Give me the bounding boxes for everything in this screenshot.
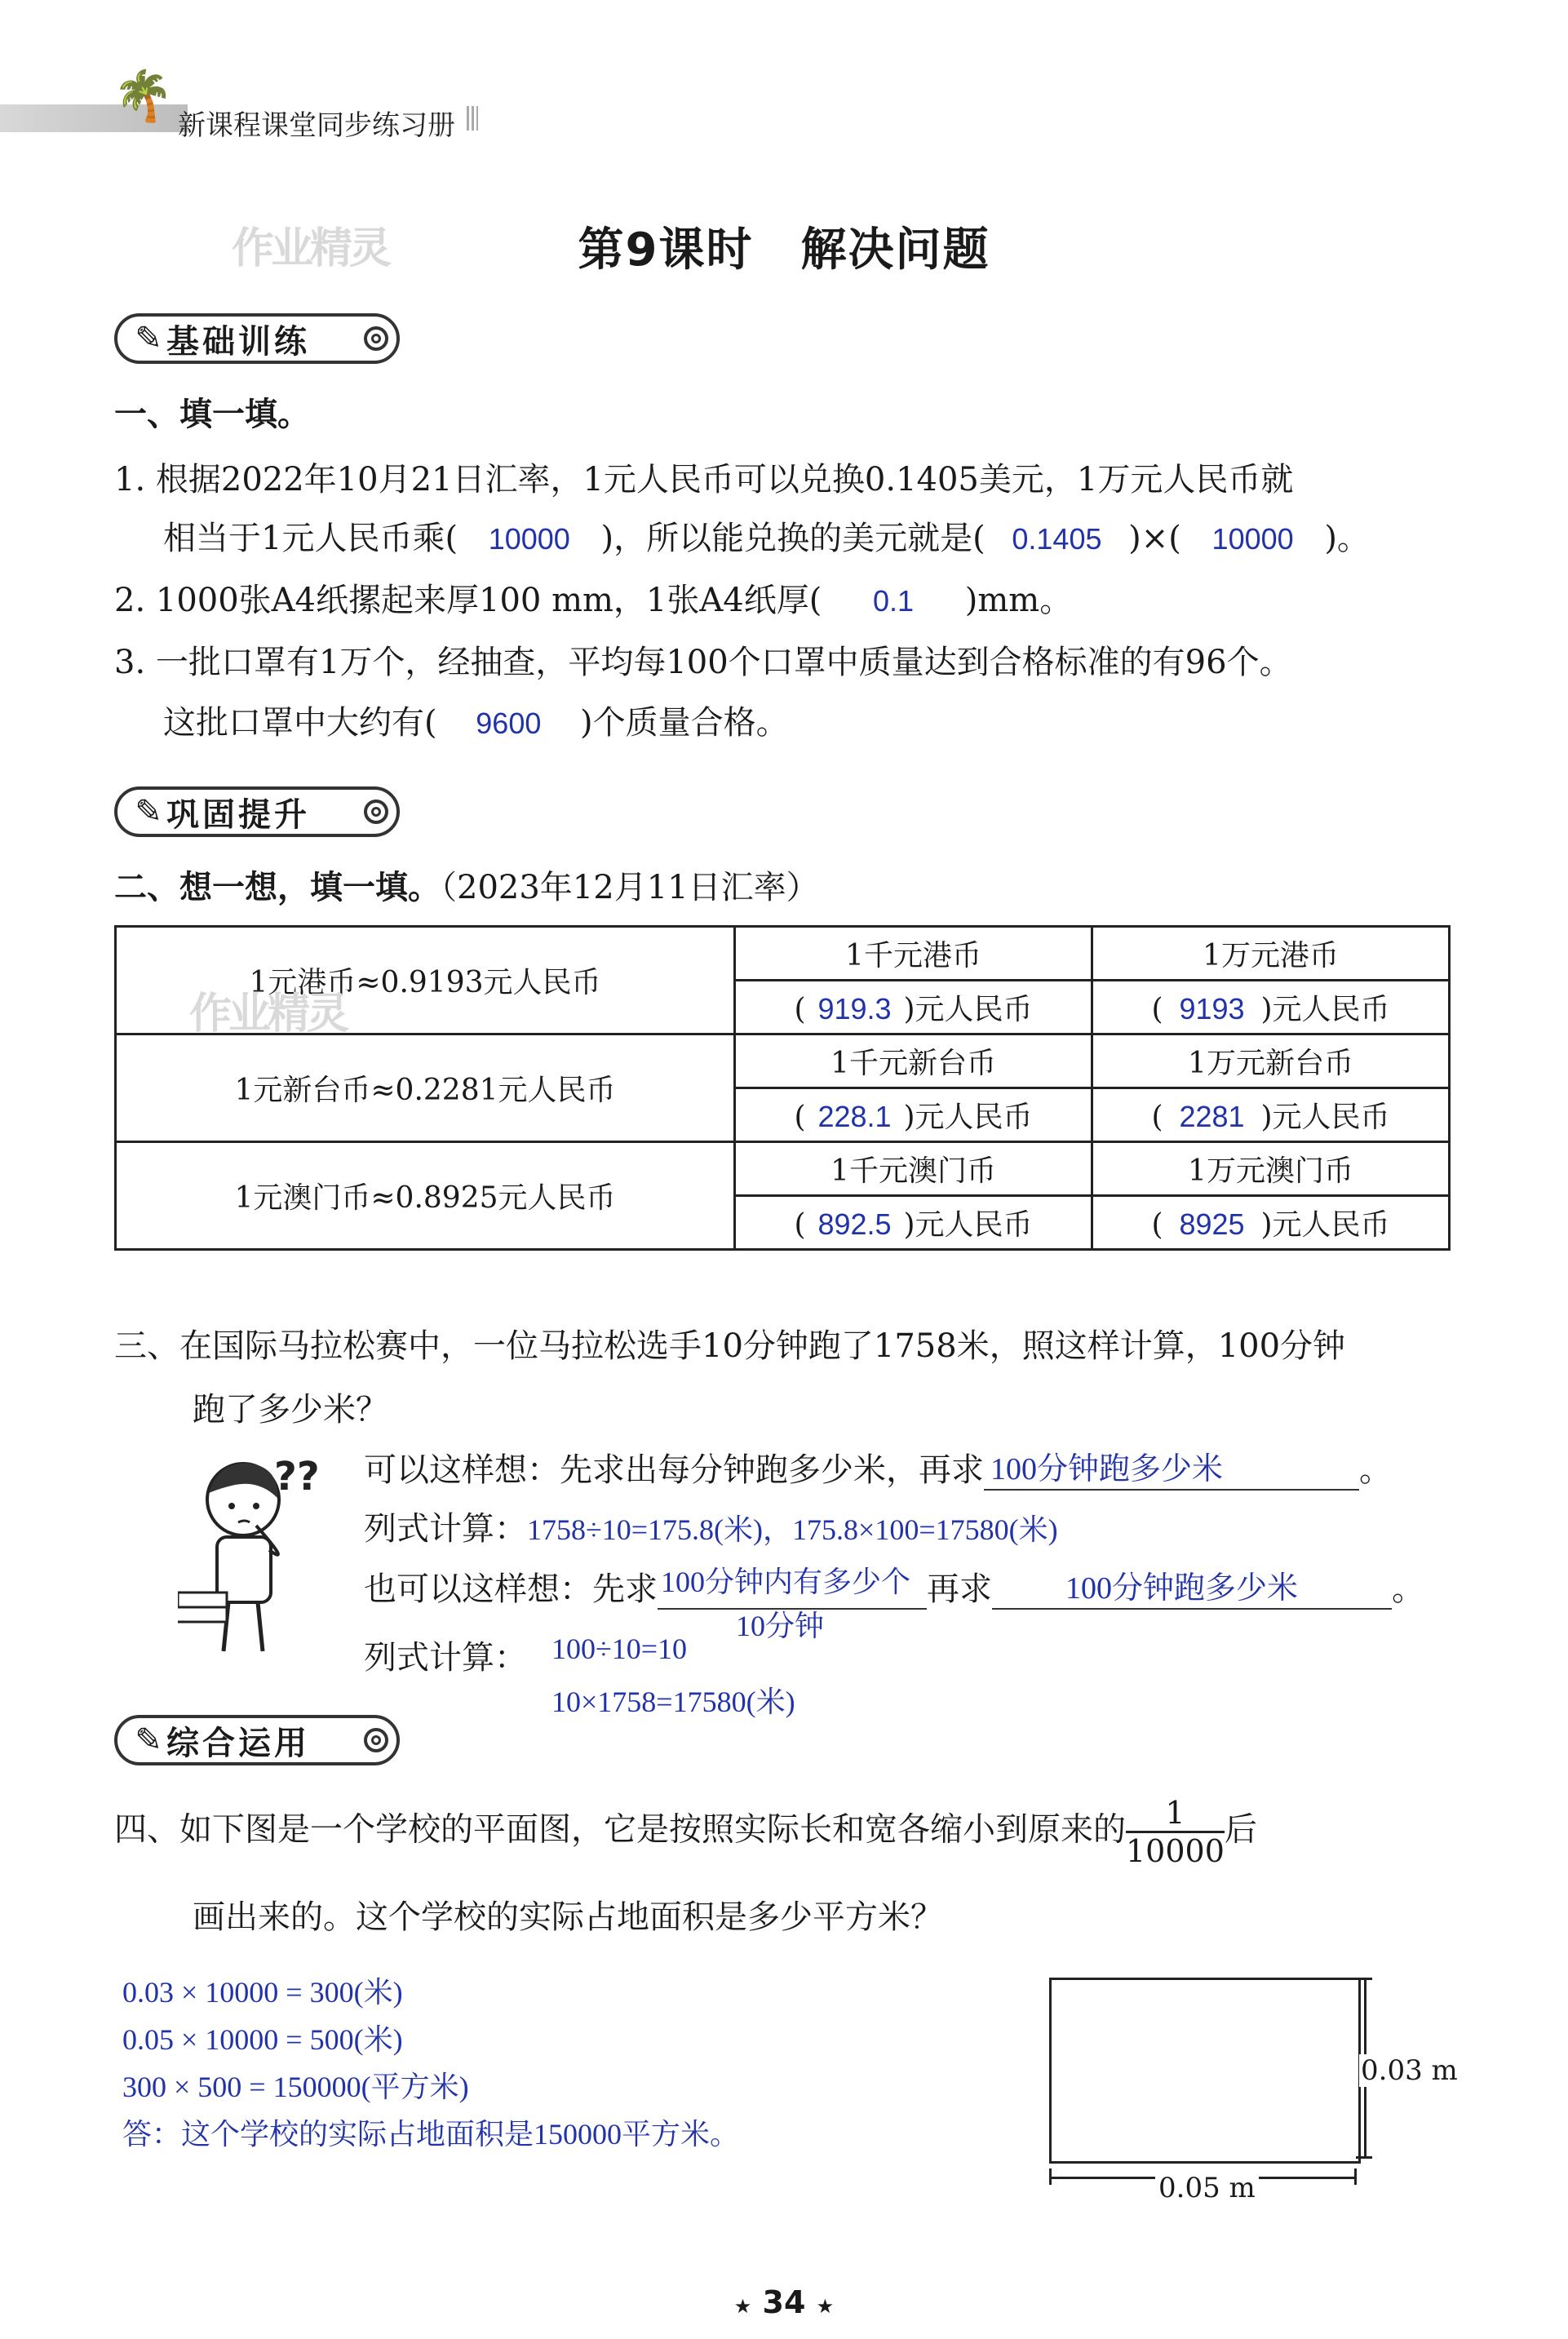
paren: (: [794, 1101, 806, 1134]
part4-answer-4: 答：这个学校的实际占地面积是150000平方米。: [122, 2118, 740, 2151]
header-cell: 1万元新台币: [1092, 1034, 1450, 1088]
section-badge-consolidate: [114, 786, 400, 837]
q3-text-a: 这批口罩中大约有(: [163, 704, 437, 742]
q1-text-b: )，所以能兑换的美元就是(: [600, 520, 986, 557]
part2-heading-note: （2023年12月11日汇率）: [441, 869, 819, 906]
part1-heading: 一、填一填。: [114, 396, 310, 433]
calc1-line: [364, 1503, 1058, 1549]
part4-line2: 画出来的。这个学校的实际占地面积是多少平方米？: [193, 1898, 943, 1936]
answer-value: 8925: [1179, 1207, 1245, 1241]
think2-blank-2: [992, 1570, 1392, 1610]
dimension-tick: [1356, 1978, 1372, 1980]
header-cell: 1千元港币: [735, 927, 1092, 981]
q1-answer-2: 0.1405: [1012, 522, 1102, 556]
part4-answer-2: 0.05 × 10000 = 500(米): [122, 2023, 403, 2056]
table-row: [116, 927, 1450, 981]
q1-answer-3: 10000: [1211, 522, 1294, 556]
paren: (: [794, 1208, 806, 1242]
paren: (: [794, 993, 806, 1026]
fraction-numerator: 1: [1126, 1795, 1225, 1833]
q1-line1: 1. 根据2022年10月21日汇率，1元人民币可以兑换0.1405美元，1万元人民币就: [114, 461, 1294, 498]
answer-value: 228.1: [817, 1100, 892, 1133]
table-row: [116, 1034, 1450, 1088]
suffix: )元人民币: [903, 1208, 1033, 1242]
part3-line1: 三、在国际马拉松赛中，一位马拉松选手10分钟跑了1758米，照这样计算，100分钟: [114, 1327, 1346, 1365]
answer-cell: [735, 981, 1092, 1034]
think2-text-a: 也可以这样想：先求: [364, 1570, 658, 1608]
section-label: 基础训练: [166, 322, 310, 361]
answer-value: 892.5: [817, 1207, 892, 1241]
suffix: )元人民币: [1260, 993, 1390, 1026]
paren: (: [1151, 1101, 1163, 1134]
paren: (: [1151, 1208, 1163, 1242]
series-title: 新课程课堂同步练习册: [178, 109, 455, 142]
calc2-answer-1: 100÷10=10: [551, 1632, 688, 1665]
part4-line1: [114, 1795, 1257, 1869]
suffix: )元人民币: [903, 993, 1033, 1026]
page-number: [0, 2284, 1568, 2320]
rate-cell: 1元新台币≈0.2281元人民币: [116, 1034, 735, 1142]
table-row: [116, 1142, 1450, 1196]
calc2-answer-2: 10×1758=17580(米): [551, 1686, 795, 1718]
rate-cell: 1元澳门币≈0.8925元人民币: [116, 1142, 735, 1250]
q3-line1: 3. 一批口罩有1万个，经抽查，平均每100个口罩中质量达到合格标准的有96个。: [114, 644, 1292, 681]
part4-answer-1: 0.03 × 10000 = 300(米): [122, 1976, 403, 2009]
section-badge-comprehensive: [114, 1715, 400, 1765]
think2-answer-1: 100分钟内有多少个: [661, 1566, 911, 1598]
answer-value: 9193: [1179, 992, 1245, 1026]
think1-end: 。: [1359, 1451, 1392, 1489]
exchange-rate-table: [114, 925, 1451, 1251]
q3-line2: [163, 697, 789, 743]
watermark: 作业精灵: [232, 224, 389, 273]
section-label: 巩固提升: [166, 795, 310, 834]
page-title: 第9课时 解决问题: [578, 224, 990, 277]
header-cell: 1千元澳门币: [735, 1142, 1092, 1196]
think1-blank: [984, 1451, 1359, 1491]
think2-end: 。: [1392, 1570, 1424, 1608]
header-cell: 1万元澳门币: [1092, 1142, 1450, 1196]
part2-heading: 二、想一想，填一填。: [114, 869, 441, 906]
width-label: 0.05 m: [1155, 2172, 1259, 2204]
answer-cell: [735, 1088, 1092, 1142]
ring-icon: [364, 800, 388, 824]
fraction-denominator: 10000: [1126, 1833, 1225, 1869]
dimension-tick: [1356, 2156, 1372, 2159]
part2-heading-line: [114, 862, 819, 908]
q1-text-a: 相当于1元人民币乘(: [163, 520, 458, 557]
height-label: 0.03 m: [1361, 2054, 1458, 2087]
pencil-icon: ✎: [135, 320, 162, 357]
pencil-icon: ✎: [135, 793, 162, 831]
think2-text-b: 再求: [927, 1570, 992, 1608]
suffix: )元人民币: [1260, 1101, 1390, 1134]
star-icon: ★: [733, 2295, 752, 2318]
q2-answer: 0.1: [873, 584, 915, 618]
q2-text-b: )mm。: [964, 582, 1073, 619]
answer-value: 2281: [1179, 1100, 1245, 1133]
school-plan-rectangle: [1049, 1978, 1361, 2164]
suffix: )元人民币: [1260, 1208, 1390, 1242]
ring-icon: [364, 1728, 388, 1752]
svg-text:??: ??: [274, 1454, 320, 1500]
part4-text-b: 后: [1224, 1810, 1257, 1849]
answer-cell: [1092, 981, 1450, 1034]
q1-text-d: )。: [1324, 520, 1370, 557]
think2-answer-1b: 10分钟: [736, 1610, 825, 1642]
think1-answer: 100分钟跑多少米: [990, 1452, 1224, 1486]
think2-answer-2: 100分钟跑多少米: [1065, 1571, 1299, 1606]
thinking-boy-illustration: [178, 1452, 333, 1664]
think1-text: 可以这样想：先求出每分钟跑多少米，再求: [364, 1451, 984, 1489]
q2-text-a: 2. 1000张A4纸摞起来厚100 mm，1张A4纸厚(: [114, 582, 822, 619]
q1-answer-1: 10000: [488, 522, 570, 556]
q3-text-b: )个质量合格。: [580, 704, 789, 742]
q2-line: [114, 574, 1072, 621]
star-icon: ★: [816, 2295, 835, 2318]
fraction: [1126, 1795, 1225, 1869]
think2-blank-1: [658, 1566, 927, 1642]
answer-value: 919.3: [817, 992, 892, 1026]
page-number-value: 34: [762, 2284, 806, 2320]
calc2-label: 列式计算：: [364, 1639, 527, 1677]
calc-label: 列式计算：: [364, 1510, 527, 1548]
part4-text-a: 四、如下图是一个学校的平面图，它是按照实际长和宽各缩小到原来的: [114, 1810, 1126, 1849]
header-cell: 1千元新台币: [735, 1034, 1092, 1088]
q3-answer: 9600: [476, 707, 542, 740]
header-cell: 1万元港币: [1092, 927, 1450, 981]
q1-line2: [163, 512, 1370, 559]
section-label: 综合运用: [166, 1724, 310, 1762]
watermark: 作业精灵: [189, 990, 347, 1039]
answer-cell: [1092, 1088, 1450, 1142]
section-badge-basic: [114, 313, 400, 364]
think1-line: [364, 1444, 1392, 1491]
palm-tree-icon: 🌴: [113, 68, 174, 125]
suffix: )元人民币: [903, 1101, 1033, 1134]
paren: (: [1151, 993, 1163, 1026]
dimension-tick: [1049, 2168, 1052, 2185]
pencil-icon: ✎: [135, 1721, 162, 1759]
part3-line2: 跑了多少米？: [193, 1391, 388, 1429]
part4-answer-3: 300 × 500 = 150000(平方米): [122, 2071, 469, 2103]
ring-icon: [364, 326, 388, 351]
think2-line: [364, 1563, 1424, 1642]
header-tail-stripes: [467, 106, 478, 131]
answer-cell: [1092, 1196, 1450, 1250]
q1-text-c: )×(: [1128, 520, 1181, 557]
calc1-answer: 1758÷10=175.8(米)，175.8×100=17580(米): [527, 1513, 1058, 1546]
rate-cell: 1元港币≈0.9193元人民币: [116, 927, 735, 1034]
answer-cell: [735, 1196, 1092, 1250]
dimension-tick: [1354, 2168, 1357, 2185]
